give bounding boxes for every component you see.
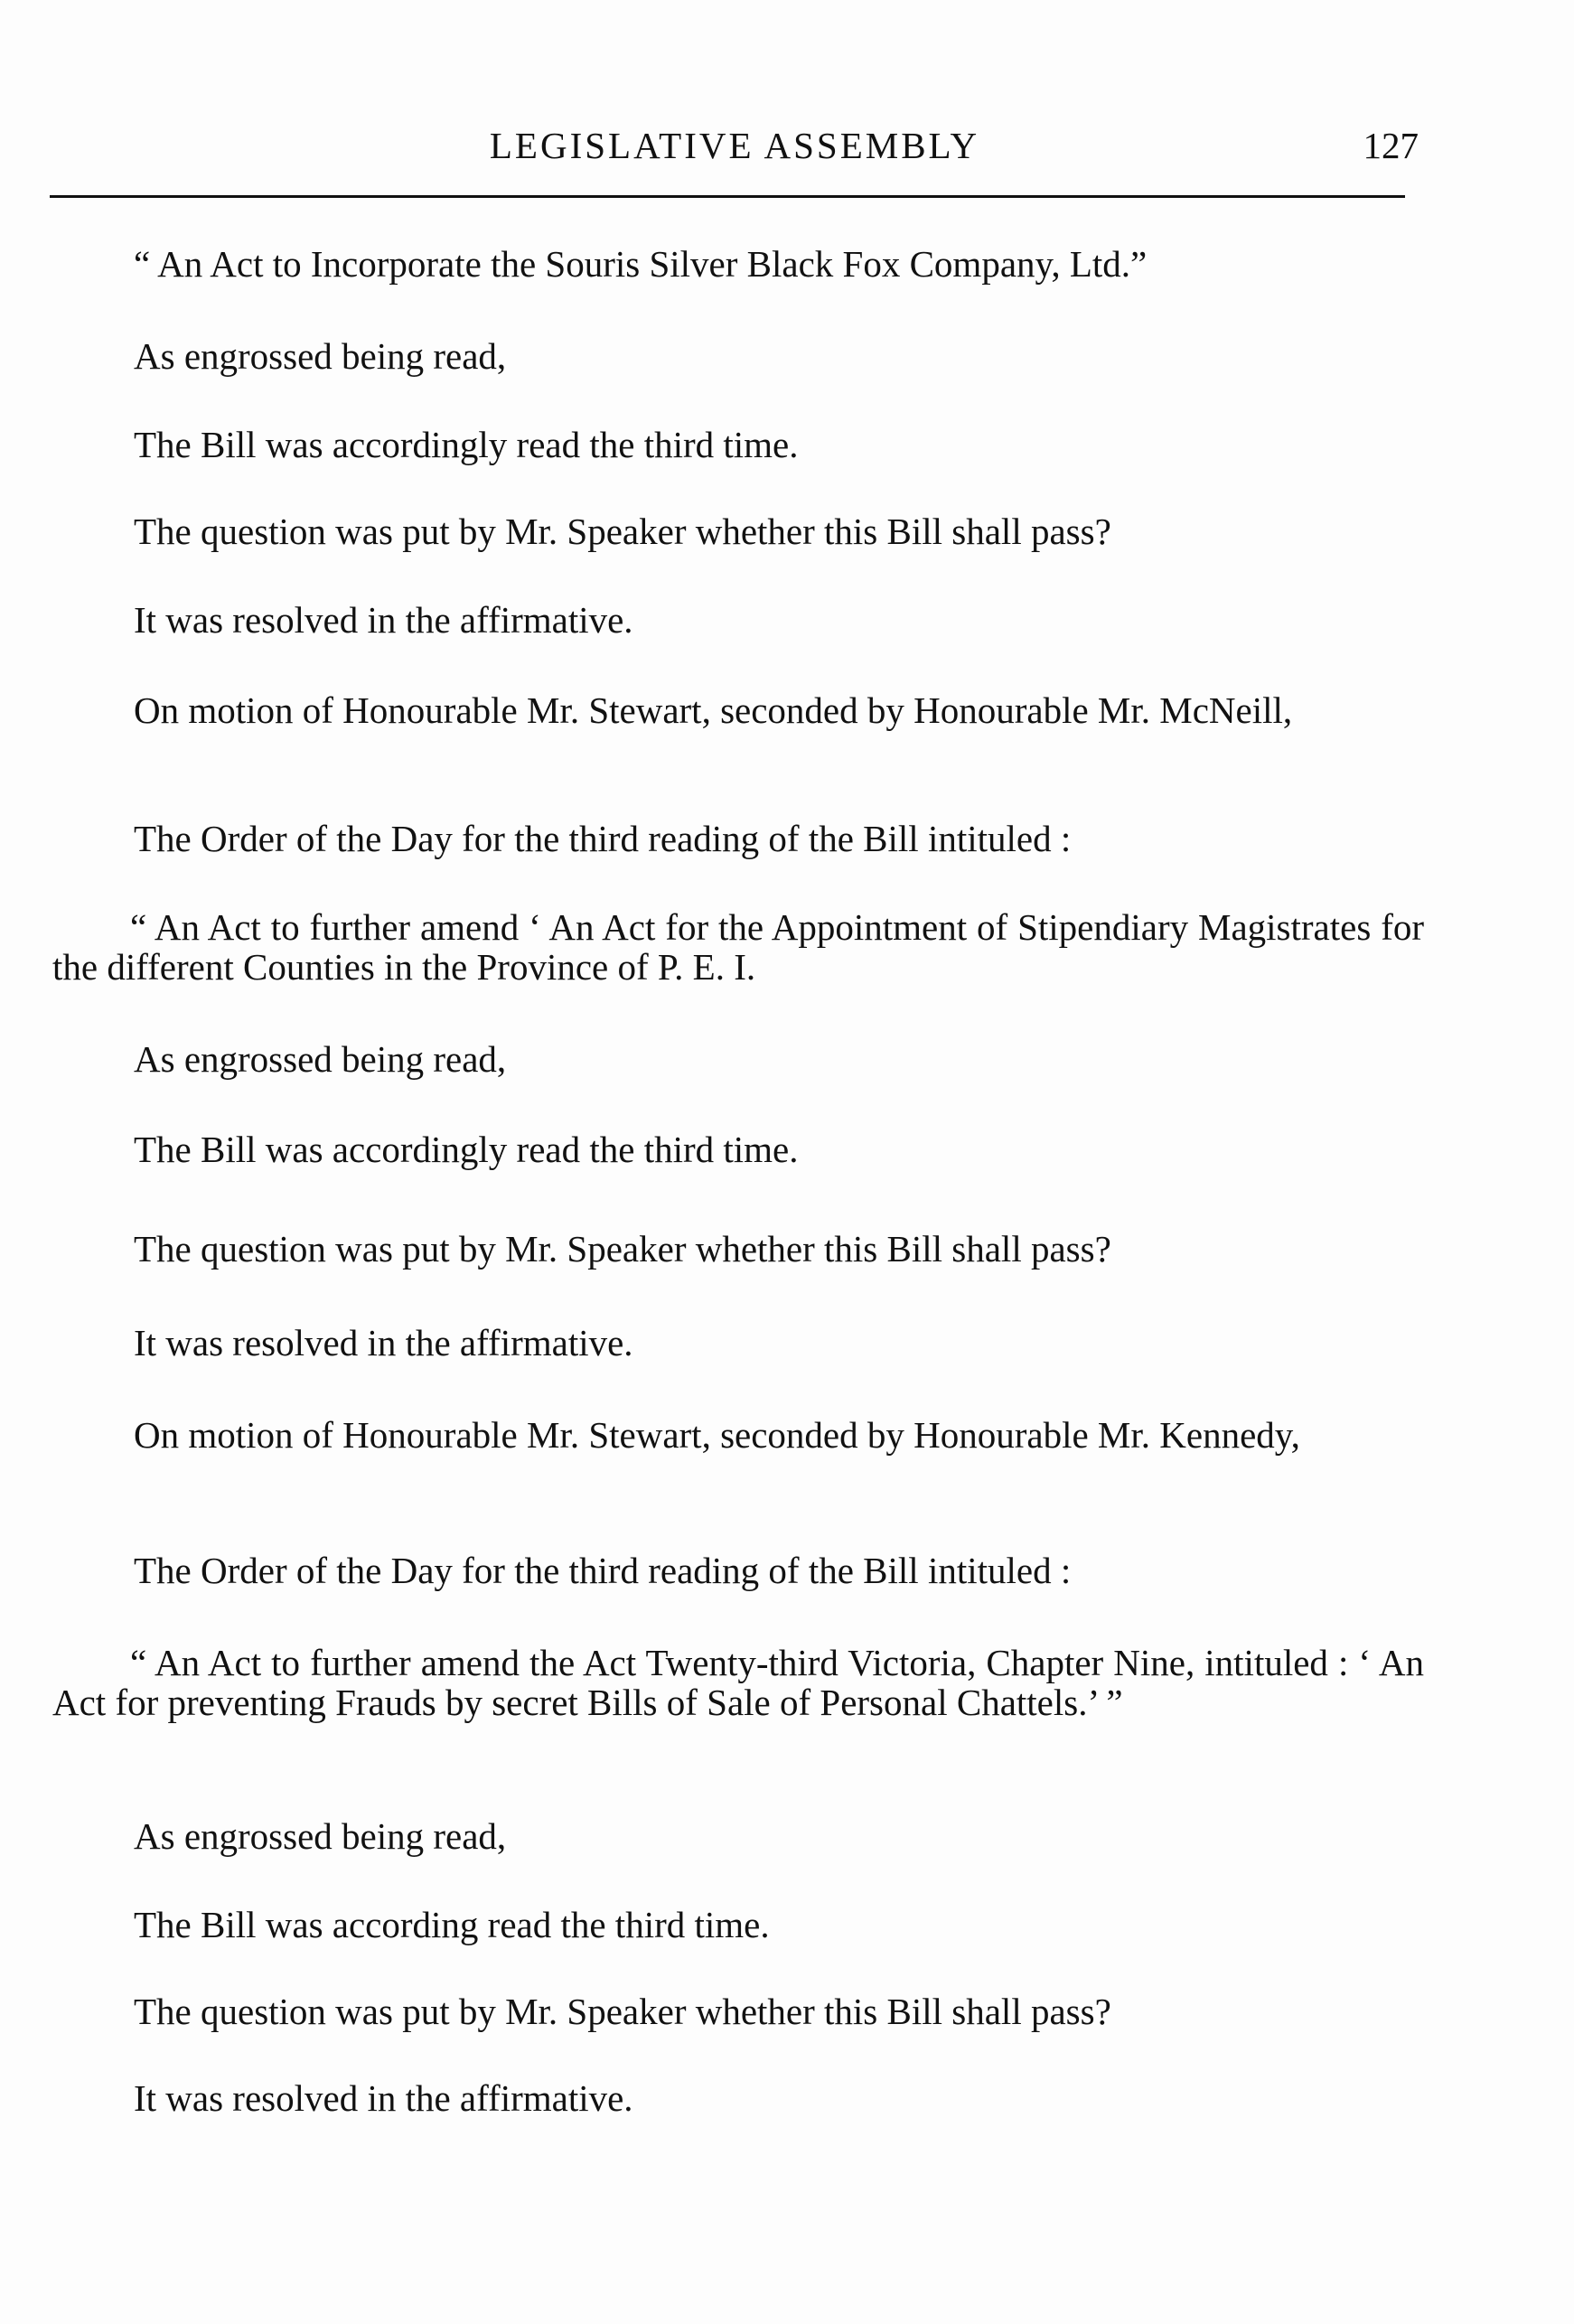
paragraph-motion: On motion of Honourable Mr. Stewart, seconded by Honourable Mr. Kennedy, bbox=[134, 1414, 1300, 1456]
paragraph-resolved: It was resolved in the affirmative. bbox=[134, 1322, 633, 1363]
paragraph-question: The question was put by Mr. Speaker whether this Bill shall pass? bbox=[134, 1991, 1111, 2032]
running-head-title: LEGISLATIVE ASSEMBLY bbox=[489, 125, 980, 166]
paragraph-engrossed: As engrossed being read, bbox=[134, 1038, 507, 1080]
paragraph-engrossed: As engrossed being read, bbox=[134, 1815, 507, 1857]
paragraph-engrossed: As engrossed being read, bbox=[134, 335, 507, 377]
page-number: 127 bbox=[1363, 125, 1419, 166]
paragraph-order-of-day: The Order of the Day for the third reading of the Bill intituled : bbox=[134, 1550, 1072, 1591]
paragraph-third-reading: The Bill was according read the third time. bbox=[134, 1904, 770, 1945]
paragraph-question: The question was put by Mr. Speaker whether this Bill shall pass? bbox=[134, 1228, 1111, 1270]
page-header bbox=[0, 123, 1574, 168]
paragraph-motion: On motion of Honourable Mr. Stewart, seconded by Honourable Mr. McNeill, bbox=[134, 689, 1293, 731]
paragraph-bill-title: “ An Act to further amend the Act Twenty-third Victoria, Chapter Nine, intituled : ‘ An Act for preventing Frauds by secret Bills of Sale of Personal Chattels.’ ” bbox=[52, 1642, 1424, 1723]
paragraph-bill-title: “ An Act to Incorporate the Souris Silver Black Fox Company, Ltd.” bbox=[134, 243, 1148, 285]
paragraph-bill-title: “ An Act to further amend ‘ An Act for the Appointment of Stipendiary Magistrates for the different Counties in the Province of P. E. I. bbox=[52, 906, 1424, 988]
paragraph-question: The question was put by Mr. Speaker whether this Bill shall pass? bbox=[134, 511, 1111, 552]
paragraph-resolved: It was resolved in the affirmative. bbox=[134, 2077, 633, 2119]
paragraph-third-reading: The Bill was accordingly read the third time. bbox=[134, 1129, 799, 1170]
paragraph-order-of-day: The Order of the Day for the third reading of the Bill intituled : bbox=[134, 818, 1072, 859]
paragraph-third-reading: The Bill was accordingly read the third time. bbox=[134, 424, 799, 465]
paragraph-resolved: It was resolved in the affirmative. bbox=[134, 599, 633, 641]
header-rule bbox=[50, 195, 1405, 198]
